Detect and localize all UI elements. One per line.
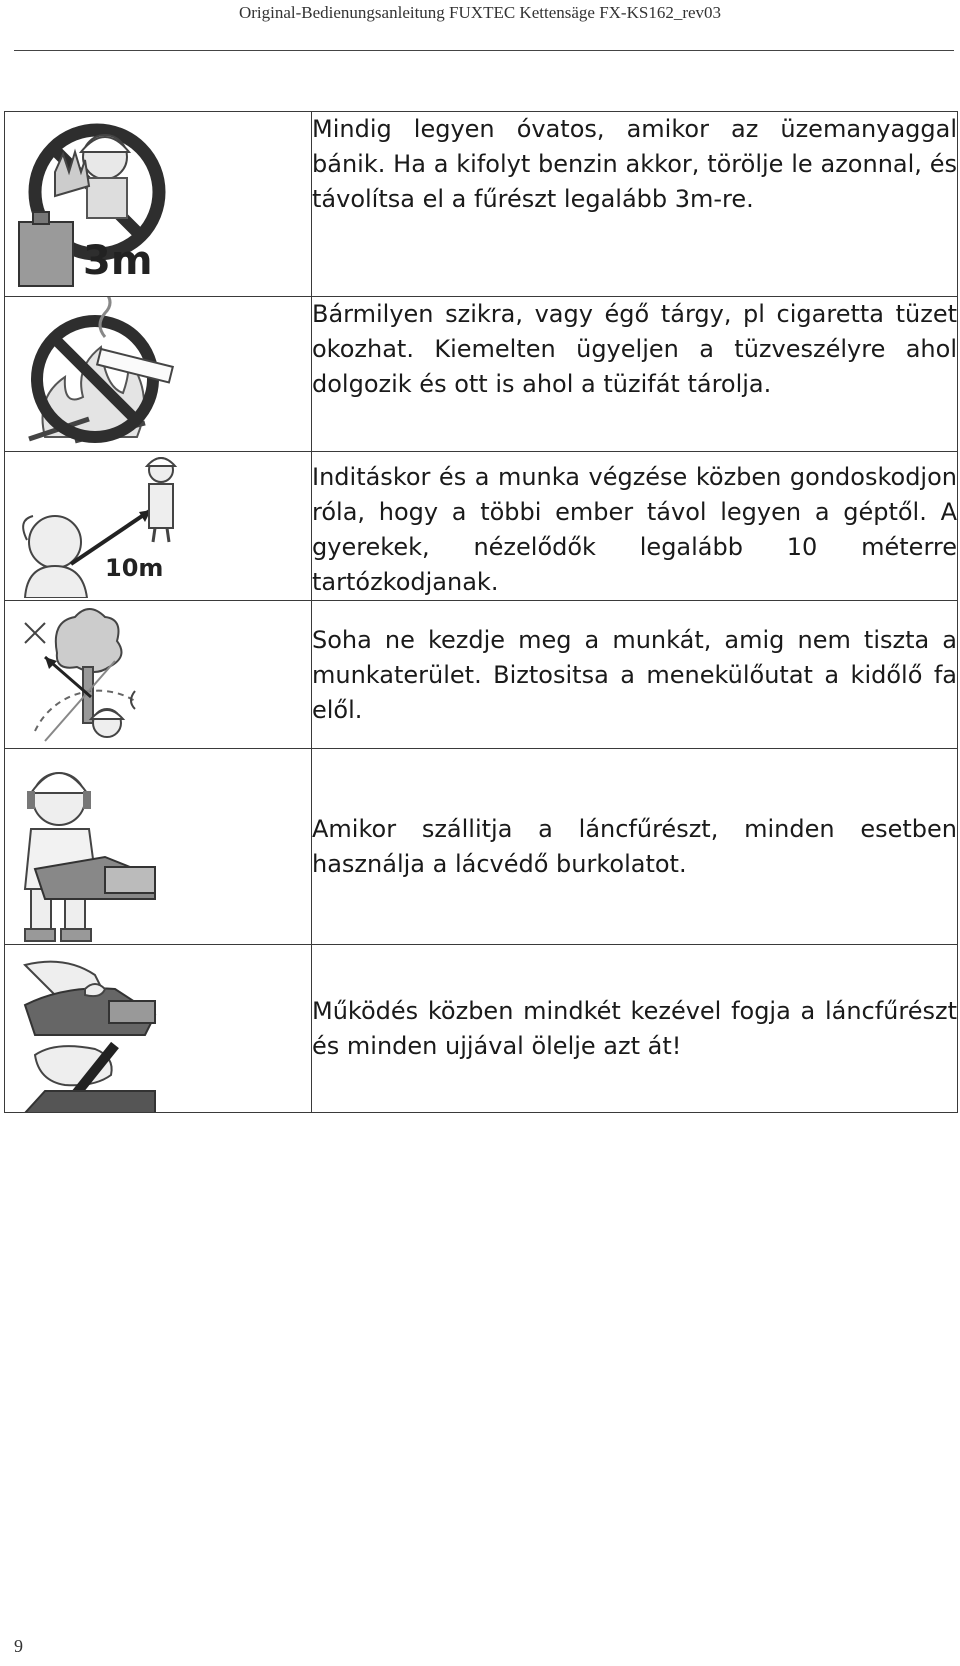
table-row <box>5 452 958 601</box>
table-row <box>5 297 958 452</box>
no-fire-cigarette-icon <box>5 297 311 452</box>
table-row <box>5 749 958 945</box>
instruction-cell <box>312 452 958 601</box>
illustration-cell <box>5 601 312 749</box>
worker-carrying-chainsaw-icon <box>5 749 311 945</box>
instruction-text: Mindig legyen óvatos, amikor az üzemanyaggal bánik. Ha a kifolyt benzin akkor, törölje le azonnal, és távolítsa el a fűrészt legalább 3m-re. <box>312 115 957 213</box>
instruction-cell <box>312 601 958 749</box>
instruction-cell <box>312 112 958 297</box>
page-header: Original-Bedienungsanleitung FUXTEC Kettensäge FX-KS162_rev03 <box>238 3 722 22</box>
table-row <box>5 945 958 1113</box>
table-row <box>5 601 958 749</box>
distance-label-10m: 10m <box>105 554 164 582</box>
page-number: 9 <box>14 1636 23 1656</box>
illustration-cell <box>5 297 312 452</box>
table-row <box>5 112 958 297</box>
header-divider <box>14 50 954 51</box>
no-entry-fuel-icon <box>5 112 311 297</box>
safety-instructions-table <box>4 111 958 1113</box>
instruction-cell <box>312 945 958 1113</box>
distance-label-3m: 3m <box>83 238 153 284</box>
instruction-cell <box>312 749 958 945</box>
illustration-cell <box>5 945 312 1113</box>
instruction-text: Inditáskor és a munka végzése közben gondoskodjon róla, hogy a többi ember távol legyen a géptől. A gyerekek, nézelődők legalább 10 méterre tartózkodjanak. <box>312 463 957 596</box>
falling-tree-escape-icon <box>5 601 311 749</box>
instruction-text: Amikor szállitja a láncfűrészt, minden esetben használja a lácvédő burkolatot. <box>312 814 957 878</box>
instruction-cell <box>312 297 958 452</box>
instruction-text: Működés közben mindkét kezével fogja a láncfűrészt és minden ujjával ölelje azt át! <box>312 996 957 1060</box>
illustration-cell <box>5 452 312 601</box>
instruction-text: Bármilyen szikra, vagy égő tárgy, pl cigaretta tüzet okozhat. Kiemelten ügyeljen a tüzveszélyre ahol dolgozik és ott is ahol a tüzifát tárolja. <box>312 300 957 398</box>
illustration-cell <box>5 749 312 945</box>
instruction-text: Soha ne kezdje meg a munkát, amig nem tiszta a munkaterület. Biztositsa a menekülőutat a kidőlő fa elől. <box>312 626 957 724</box>
two-hands-grip-icon <box>5 945 311 1113</box>
illustration-cell <box>5 112 312 297</box>
